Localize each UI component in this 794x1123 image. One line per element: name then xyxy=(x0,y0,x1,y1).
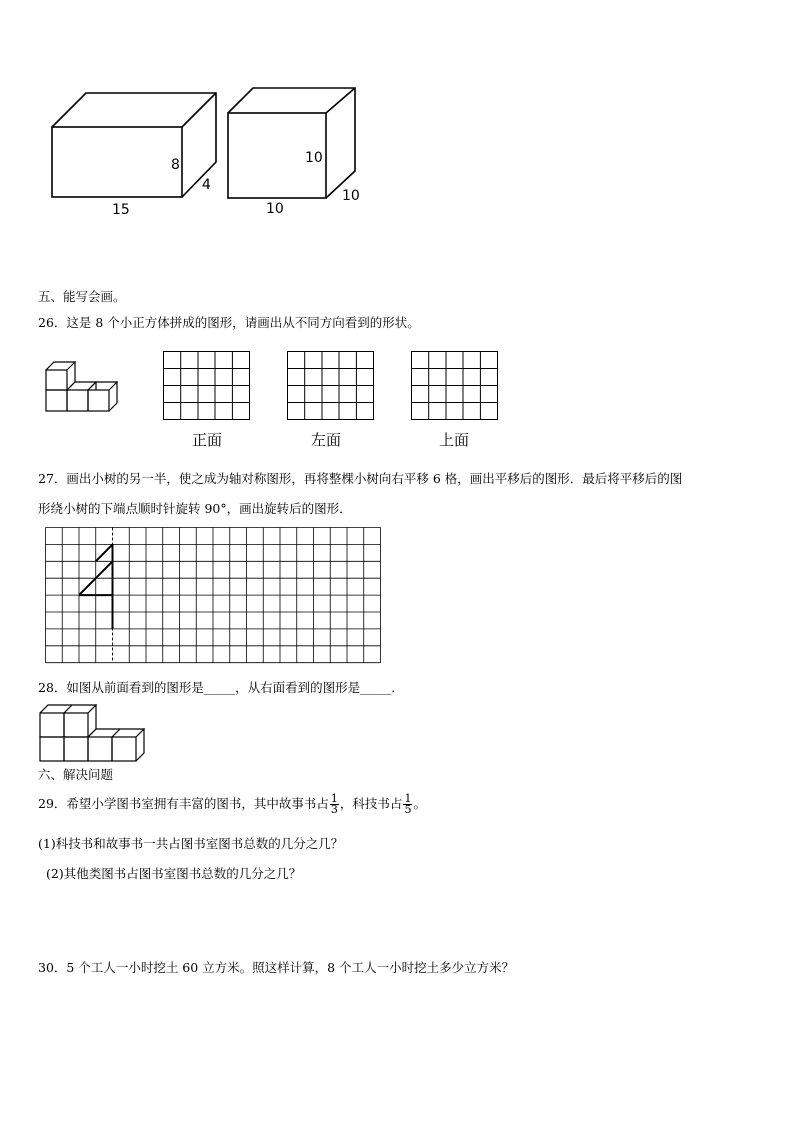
cuboid-figures xyxy=(0,0,794,230)
q29-sub2: (2)其他类图书占图书室图书总数的几分之几？ xyxy=(46,866,302,881)
q29-prefix: 29．希望小学图书室拥有丰富的图书，其中故事书占 xyxy=(38,796,329,811)
q26-grid-left[interactable] xyxy=(287,351,375,421)
q28-cube-figure xyxy=(38,703,150,763)
box1-depth-label: 4 xyxy=(202,177,211,193)
q29-suffix: 。 xyxy=(413,796,426,811)
q26-caption-front: 正面 xyxy=(192,431,223,449)
q26-text: 26．这是 8 个小正方体拼成的图形，请画出从不同方向看到的形状。 xyxy=(38,315,420,330)
q27-grid[interactable] xyxy=(45,527,382,664)
box2-height-label: 10 xyxy=(305,150,323,166)
q29-fraction-science: $\frac{1}{5}$ xyxy=(404,792,412,816)
q26-cube-figure xyxy=(40,352,130,417)
cuboid-15x8x4 xyxy=(52,93,216,197)
q27-text-line2: 形绕小树的下端点顺时针旋转 90°，画出旋转后的图形． xyxy=(38,501,352,516)
cuboid-10x10x10 xyxy=(228,88,355,198)
tree-branch-upper xyxy=(96,544,113,561)
box2-width-label: 10 xyxy=(266,201,284,217)
q26-grid-top[interactable] xyxy=(411,351,499,421)
q28-text: 28．如图从前面看到的图形是_____，从右面看到的图形是_____． xyxy=(38,680,404,695)
q29-text xyxy=(38,794,426,815)
box1-width-label: 15 xyxy=(112,202,130,218)
q29-middle: ，科技书占 xyxy=(339,796,403,811)
section6-title: 六、解决问题 xyxy=(38,767,114,782)
q30-text: 30．5 个工人一小时挖土 60 立方米。照这样计算，8 个工人一小时挖土多少立方米？ xyxy=(38,960,515,975)
section5-title: 五、能写会画。 xyxy=(38,289,126,304)
q29-sub1: (1)科技书和故事书一共占图书室图书总数的几分之几？ xyxy=(38,836,344,851)
q29-fraction-story: $\frac{1}{3}$ xyxy=(330,792,338,816)
q26-caption-top: 上面 xyxy=(439,431,470,449)
box2-depth-label: 10 xyxy=(342,188,360,204)
q26-grid-front[interactable] xyxy=(163,351,251,421)
q27-text-line1: 27．画出小树的另一半，使之成为轴对称图形，再将整棵小树向右平移 6 格，画出平移后的图形．最后将平移后的图 xyxy=(38,471,683,486)
box1-height-label: 8 xyxy=(171,157,180,173)
q26-caption-left: 左面 xyxy=(311,431,342,449)
